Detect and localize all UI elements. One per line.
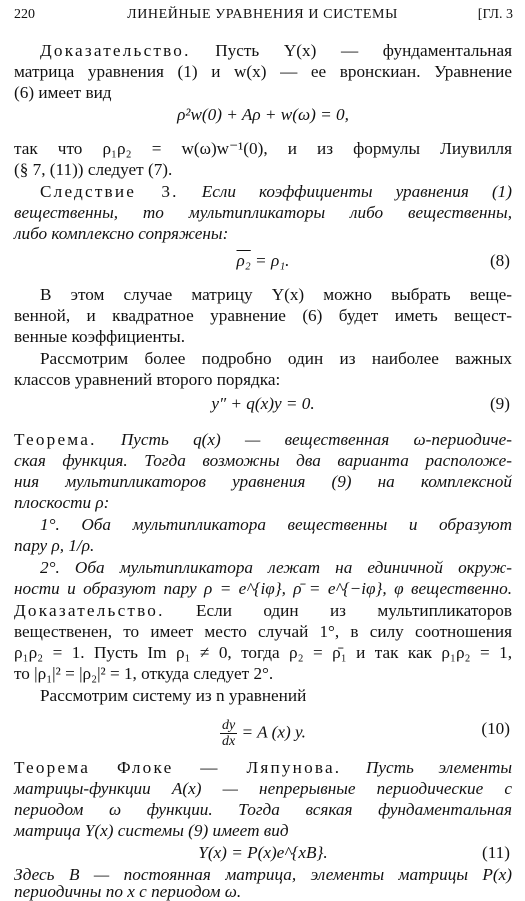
paragraph-system-line-1: Рассмотрим систему из n уравнений [40, 686, 307, 705]
corollary-line-2: вещественны, то мультипликаторы либо вещественны, [14, 203, 512, 222]
theorem-case-2-line-2: ности и образуют пару ρ = e^{iφ}, ρ̄ = e^{−iφ}, φ вещественно. [14, 579, 512, 598]
paragraph-second-order-line-1: Рассмотрим более подробно один из наиболее важных [40, 349, 512, 368]
proof-line-2: матрица уравнения (1) и w(x) — ее вронскиан. Уравнение [14, 62, 512, 81]
paragraph-real-matrix-line-2: венной, и квадратное уравнение (6) будет иметь вещест- [14, 306, 512, 325]
theorem-line-2: ская функция. Тогда возможны два варианта расположе- [14, 451, 512, 470]
proof-line-1: Доказательство. Пусть Y(x) — фундаментальная [40, 41, 512, 60]
floquet-heading: Теорема Флоке — Ляпунова. [14, 758, 342, 777]
final-paragraph-line-2: периодичны по x с периодом ω. [14, 882, 242, 901]
theorem-line-3: ния мультипликаторов уравнения (9) на комплексной [14, 472, 512, 491]
equation-8-lhs: ρ₂ [236, 251, 251, 270]
theorem-line-4: плоскости ρ: [14, 493, 110, 512]
equation-8-rhs: = ρ₁. [250, 251, 290, 270]
corollary-heading: Следствие 3. [40, 182, 179, 201]
proof2-line-1: Доказательство. Если один из мультипликаторов [14, 601, 512, 620]
equation-9-body: y″ + q(x)y = 0. [211, 394, 315, 413]
proof2-line-3: ρ₁ρ₂ = 1. Пусть Im ρ₁ ≠ 0, тогда ρ₂ = ρ̄₁ и так как ρ₁ρ₂ = 1, [14, 643, 512, 662]
equation-11-body: Y(x) = P(x)e^{xB}. [198, 843, 328, 862]
corollary-line-3: либо комплексно сопряжены: [14, 224, 229, 243]
proof2-line-2: вещественен, то имеет место случай 1°, в силу соотношения [14, 622, 512, 641]
floquet-line-3: периодом ω функции. Тогда всякая фундаментальная [14, 800, 512, 819]
theorem-heading: Теорема. [14, 430, 97, 449]
theorem-line-1: Теорема. Пусть q(x) — вещественная ω-периодиче- [14, 430, 513, 449]
equation-quadratic-body: ρ²w(0) + Aρ + w(ω) = 0, [177, 105, 349, 124]
chapter-marker: [ГЛ. 3 [477, 7, 513, 22]
final-paragraph-line-1: Здесь B — постоянная матрица, элементы матрицы P(x) [14, 865, 512, 884]
proof2-heading: Доказательство. [14, 601, 165, 620]
corollary-line-1: Следствие 3. Если коэффициенты уравнения (1) [40, 182, 513, 201]
equation-9-number: (9) [489, 394, 510, 413]
theorem-case-1-line-2: пару ρ, 1/ρ. [14, 536, 95, 555]
equation-8-number: (8) [489, 251, 510, 270]
floquet-line-2: матрицы-функции A(x) — непрерывные периодические с [14, 779, 512, 798]
proof-heading: Доказательство. [40, 41, 191, 60]
derivative-fraction: $\frac{dy}{dx}$ [222, 718, 236, 749]
equation-10-number: (10) [481, 719, 510, 738]
page-number: 220 [14, 7, 35, 22]
floquet-line-1: Теорема Флоке — Ляпунова. Пусть элементы [14, 758, 512, 777]
theorem-case-2-line-1: 2°. Оба мультипликатора лежат на единичной окруж- [40, 558, 512, 577]
floquet-line-4: матрица Y(x) системы (9) имеет вид [14, 821, 289, 840]
paragraph-liouville-line-2: (§ 7, (11)) следует (7). [14, 160, 173, 179]
paragraph-liouville-line-1: так что ρ₁ρ₂ = w(ω)w⁻¹(0), и из формулы Лиувилля [14, 139, 512, 158]
paragraph-second-order-line-2: классов уравнений второго порядка: [14, 370, 281, 389]
paragraph-real-matrix-line-1: В этом случае матрицу Y(x) можно выбрать веще- [40, 285, 512, 304]
running-title: ЛИНЕЙНЫЕ УРАВНЕНИЯ И СИСТЕМЫ [127, 7, 398, 22]
proof-line-3: (6) имеет вид [14, 83, 112, 102]
equation-10-rhs: = A (x) y. [237, 722, 306, 742]
paragraph-real-matrix-line-3: венные коэффициенты. [14, 327, 186, 346]
theorem-case-1-line-1: 1°. Оба мультипликатора вещественны и образуют [40, 515, 512, 534]
proof2-line-4: то |ρ₁|² = |ρ₂|² = 1, откуда следует 2°. [14, 664, 274, 683]
equation-11-number: (11) [482, 843, 510, 862]
